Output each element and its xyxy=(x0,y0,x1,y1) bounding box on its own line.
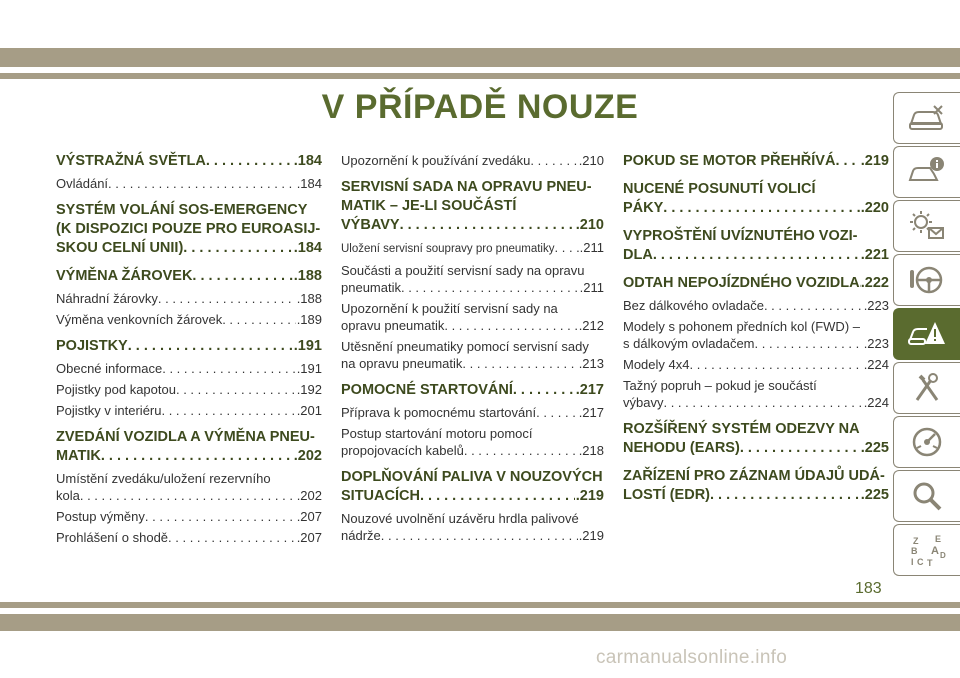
toc-line xyxy=(623,297,889,314)
toc-heading[interactable] xyxy=(623,467,889,505)
toc-page-number: .188 xyxy=(296,291,322,306)
toc-page-number: .202 xyxy=(293,448,322,464)
toc-line xyxy=(56,152,322,171)
toc-line xyxy=(623,152,889,171)
toc-entry-title: Utěsnění pneumatiky pomocí servisní sady xyxy=(341,339,589,354)
toc-page-number: .202 xyxy=(296,488,322,503)
toc-line xyxy=(56,267,322,286)
tab-light-message[interactable] xyxy=(893,200,960,252)
dot-leader xyxy=(158,290,296,307)
toc-page-number: .191 xyxy=(293,338,322,354)
tab-letter: T xyxy=(927,558,933,568)
magnifier-icon xyxy=(907,478,947,514)
toc-heading[interactable] xyxy=(623,152,889,171)
toc-page-number: .210 xyxy=(575,217,604,233)
dot-leader xyxy=(192,267,292,286)
toc-entry-title: Ovládání xyxy=(56,176,109,191)
dot-leader xyxy=(108,175,296,192)
toc-line xyxy=(56,508,322,525)
dot-leader xyxy=(689,356,862,373)
toc-entry-title: výbavy xyxy=(623,395,664,410)
toc-heading[interactable] xyxy=(56,152,322,171)
dot-leader xyxy=(101,447,293,466)
toc-page-number: .192 xyxy=(296,382,322,397)
toc-entry[interactable] xyxy=(623,356,889,373)
footer-band xyxy=(0,614,960,631)
toc-entry-title: SERVISNÍ SADA NA OPRAVU PNEU- xyxy=(341,179,592,195)
toc-entry[interactable] xyxy=(56,508,322,525)
toc-entry-title: SITUACÍCH xyxy=(341,488,420,504)
dot-leader xyxy=(400,216,575,235)
toc-entry-title: (K DISPOZICI POUZE PRO EUROASIJ- xyxy=(56,221,321,237)
dot-leader xyxy=(168,529,296,546)
toc-entry-title: MATIK – JE-LI SOUČÁSTÍ xyxy=(341,198,517,214)
toc-entry[interactable] xyxy=(341,510,604,544)
toc-line xyxy=(623,394,889,411)
toc-entry-title: VÝSTRAŽNÁ SVĚTLA xyxy=(56,153,206,169)
toc-entry-title: Modely s pohonem předních kol (FWD) – xyxy=(623,319,860,334)
toc-entry-title: ZAŘÍZENÍ PRO ZÁZNAM ÚDAJŮ UDÁ- xyxy=(623,468,885,484)
dot-leader xyxy=(206,152,293,171)
toc-line xyxy=(56,428,322,447)
toc-line xyxy=(341,216,604,235)
dot-leader xyxy=(555,239,579,256)
toc-page-number: .217 xyxy=(578,405,604,420)
toc-line xyxy=(56,447,322,466)
toc-entry-title: opravu pneumatik xyxy=(341,318,445,333)
toc-page-number: .188 xyxy=(293,268,322,284)
toc-entry-title: Upozornění k používání zvedáku xyxy=(341,153,531,168)
toc-page-number: .184 xyxy=(296,176,322,191)
toc-page-number: .207 xyxy=(296,509,322,524)
toc-line xyxy=(341,262,604,279)
section-tabs xyxy=(893,92,960,578)
toc-line xyxy=(341,510,604,527)
toc-page-number: .213 xyxy=(578,356,604,371)
toc-entry-title: VÝMĚNA ŽÁROVEK xyxy=(56,268,193,284)
dot-leader xyxy=(653,246,860,265)
toc-line xyxy=(341,527,604,544)
dot-leader xyxy=(663,199,859,218)
language-letters-icon xyxy=(907,532,947,568)
toc-page-number: .221 xyxy=(860,247,889,263)
toc-line xyxy=(341,279,604,296)
toc-entry[interactable] xyxy=(56,175,322,192)
toc-entry[interactable] xyxy=(341,152,604,169)
toc-line xyxy=(341,425,604,442)
toc-line xyxy=(341,381,604,400)
toc-line xyxy=(623,420,889,439)
toc-heading[interactable] xyxy=(56,428,322,466)
toc-line xyxy=(623,180,889,199)
tab-letter: D xyxy=(940,551,946,560)
toc-entry-title: SYSTÉM VOLÁNÍ SOS-EMERGENCY xyxy=(56,202,308,218)
toc-column-2 xyxy=(341,152,604,544)
toc-entry[interactable] xyxy=(623,297,889,314)
toc-entry[interactable] xyxy=(56,360,322,377)
toc-entry-title: Pojistky v interiéru xyxy=(56,403,162,418)
toc-line xyxy=(56,311,322,328)
header-band-top xyxy=(0,48,960,67)
toc-page-number: .201 xyxy=(296,403,322,418)
toc-entry-title: NUCENÉ POSUNUTÍ VOLICÍ xyxy=(623,181,816,197)
toc-entry[interactable] xyxy=(56,311,322,328)
toc-line xyxy=(623,335,889,352)
toc-page-number: .217 xyxy=(575,382,604,398)
tab-letter: C xyxy=(917,557,924,567)
toc-line xyxy=(623,274,889,293)
toc-page-number: .225 xyxy=(860,440,889,456)
toc-entry[interactable] xyxy=(341,262,604,296)
toc-line xyxy=(56,402,322,419)
toc-entry-title: VÝBAVY xyxy=(341,217,400,233)
tab-letter: E xyxy=(935,534,942,544)
dot-leader xyxy=(710,486,860,505)
toc-heading[interactable] xyxy=(56,267,322,286)
tab-gauge[interactable] xyxy=(893,416,960,468)
dot-leader xyxy=(513,381,575,400)
toc-page-number: .224 xyxy=(863,395,889,410)
toc-entry-title: Upozornění k použití servisní sady na xyxy=(341,301,558,316)
toc-line xyxy=(341,442,604,459)
dot-leader xyxy=(183,239,292,258)
toc-line xyxy=(341,317,604,334)
toc-page-number: .224 xyxy=(863,357,889,372)
toc-entry-title: SKOU CELNÍ UNII) xyxy=(56,240,184,256)
toc-entry-title: Umístění zvedáku/uložení rezervního xyxy=(56,471,271,486)
tab-emergency[interactable] xyxy=(893,308,960,360)
toc-entry-title: Modely 4x4 xyxy=(623,357,690,372)
toc-entry-title: PÁKY xyxy=(623,200,664,216)
emergency-triangle-icon xyxy=(907,316,947,352)
toc-entry-title: VYPROŠTĚNÍ UVÍZNUTÉHO VOZI- xyxy=(623,228,858,244)
toc-line xyxy=(341,404,604,421)
toc-entry[interactable] xyxy=(56,290,322,307)
toc-entry-title: NEHODU (EARS) xyxy=(623,440,740,456)
toc-line xyxy=(623,199,889,218)
toc-entry-title: Uložení servisní soupravy pro pneumatiky xyxy=(341,243,555,255)
toc-entry-title: Postup startování motoru pomocí xyxy=(341,426,533,441)
tab-car-check[interactable] xyxy=(893,92,960,144)
toc-heading[interactable] xyxy=(623,420,889,458)
dot-leader xyxy=(80,487,296,504)
dot-leader xyxy=(464,442,578,459)
light-message-icon xyxy=(907,208,947,244)
dot-leader xyxy=(162,360,295,377)
wrench-screwdriver-icon xyxy=(907,370,947,406)
toc-page-number: .211 xyxy=(579,240,604,255)
toc-heading[interactable] xyxy=(623,227,889,265)
toc-page-number: .218 xyxy=(578,443,604,458)
dot-leader xyxy=(145,508,296,525)
toc-entry[interactable] xyxy=(56,470,322,504)
toc-page-number: .191 xyxy=(296,361,322,376)
toc-heading[interactable] xyxy=(623,180,889,218)
toc-line xyxy=(341,355,604,372)
toc-column-3 xyxy=(623,152,889,505)
toc-entry[interactable] xyxy=(341,425,604,459)
dot-leader xyxy=(835,152,859,171)
dot-leader xyxy=(176,381,296,398)
tab-letter: B xyxy=(911,546,918,556)
toc-page-number: .207 xyxy=(296,530,322,545)
toc-page-number: .219 xyxy=(860,153,889,169)
toc-page-number: .220 xyxy=(860,200,889,216)
toc-entry-title: POKUD SE MOTOR PŘEHŘÍVÁ xyxy=(623,153,836,169)
toc-entry-title: Prohlášení o shodě xyxy=(56,530,169,545)
dot-leader xyxy=(161,402,295,419)
toc-line xyxy=(341,152,604,169)
toc-line xyxy=(341,300,604,317)
toc-page-number: .222 xyxy=(860,275,889,291)
toc-entry-title: Obecné informace xyxy=(56,361,163,376)
toc-line xyxy=(341,239,604,258)
header-band-thin xyxy=(0,73,960,79)
toc-page-number: .223 xyxy=(863,298,889,313)
dot-leader xyxy=(755,335,863,352)
toc-heading[interactable] xyxy=(56,337,322,356)
toc-entry-title: pneumatik xyxy=(341,280,401,295)
dot-leader xyxy=(530,152,577,169)
toc-page-number: .212 xyxy=(578,318,604,333)
toc-line xyxy=(623,486,889,505)
toc-entry-title: POMOCNÉ STARTOVÁNÍ xyxy=(341,382,513,398)
toc-line xyxy=(56,239,322,258)
toc-line xyxy=(56,175,322,192)
toc-entry-title: LOSTÍ (EDR) xyxy=(623,487,710,503)
toc-entry[interactable] xyxy=(56,381,322,398)
toc-line xyxy=(56,201,322,220)
toc-page-number: .184 xyxy=(293,153,322,169)
toc-line xyxy=(56,220,322,239)
dot-leader xyxy=(222,311,295,328)
toc-page-number: .210 xyxy=(578,153,604,168)
toc-entry-title: s dálkovým ovladačem xyxy=(623,336,755,351)
toc-line xyxy=(341,338,604,355)
tab-steering-wheel[interactable] xyxy=(893,254,960,306)
toc-entry-title: ODTAH NEPOJÍZDNÉHO VOZIDLA xyxy=(623,275,860,291)
dot-leader xyxy=(381,527,578,544)
toc-page-number: .211 xyxy=(579,280,604,295)
steering-wheel-icon xyxy=(907,262,947,298)
dot-leader xyxy=(420,487,575,506)
toc-entry-title: Pojistky pod kapotou xyxy=(56,382,176,397)
toc-line xyxy=(341,197,604,216)
toc-entry-title: Bez dálkového ovladače xyxy=(623,298,764,313)
toc-entry-title: propojovacích kabelů xyxy=(341,443,464,458)
toc-heading[interactable] xyxy=(623,274,889,293)
dot-leader xyxy=(444,317,577,334)
dot-leader xyxy=(462,355,577,372)
toc-entry-title: Výměna venkovních žárovek xyxy=(56,312,223,327)
toc-page-number: .219 xyxy=(578,528,604,543)
tab-letter: A xyxy=(931,545,939,557)
toc-entry-title: Nouzové uvolnění uzávěru hrdla palivové xyxy=(341,511,579,526)
toc-line xyxy=(623,246,889,265)
toc-line xyxy=(56,529,322,546)
toc-heading[interactable] xyxy=(341,468,604,506)
toc-line xyxy=(623,439,889,458)
toc-line xyxy=(56,381,322,398)
toc-entry-title: kola xyxy=(56,488,80,503)
toc-heading[interactable] xyxy=(341,178,604,235)
tab-search[interactable] xyxy=(893,470,960,522)
toc-entry-title: Tažný popruh – pokud je součástí xyxy=(623,378,817,393)
toc-entry-title: Součásti a použití servisní sady na opravu xyxy=(341,263,585,278)
toc-entry-title: ROZŠÍŘENÝ SYSTÉM ODEZVY NA xyxy=(623,421,860,437)
tab-letter: Z xyxy=(913,536,919,546)
toc-entry[interactable] xyxy=(56,529,322,546)
toc-heading[interactable] xyxy=(341,381,604,400)
toc-line xyxy=(623,227,889,246)
toc-entry-title: POJISTKY xyxy=(56,338,128,354)
dot-leader xyxy=(401,279,579,296)
dot-leader xyxy=(536,404,578,421)
toc-entry-title: Postup výměny xyxy=(56,509,145,524)
dot-leader xyxy=(740,439,860,458)
toc-entry-title: MATIK xyxy=(56,448,101,464)
toc-line xyxy=(341,468,604,487)
toc-line xyxy=(341,178,604,197)
tab-maintenance[interactable] xyxy=(893,362,960,414)
toc-entry[interactable] xyxy=(341,300,604,334)
toc-line xyxy=(56,470,322,487)
toc-line xyxy=(56,290,322,307)
footer-band-thin xyxy=(0,602,960,608)
toc-line xyxy=(56,487,322,504)
toc-page-number: .223 xyxy=(863,336,889,351)
toc-entry[interactable] xyxy=(56,402,322,419)
toc-line xyxy=(623,467,889,486)
dot-leader xyxy=(764,297,863,314)
toc-page-number: .219 xyxy=(575,488,604,504)
toc-entry[interactable] xyxy=(623,377,889,411)
toc-entry-title: Příprava k pomocnému startování xyxy=(341,405,537,420)
toc-entry[interactable] xyxy=(623,318,889,352)
toc-line xyxy=(623,318,889,335)
page-title: V PŘÍPADĚ NOUZE xyxy=(321,88,639,126)
toc-line xyxy=(623,356,889,373)
toc-entry-title: ZVEDÁNÍ VOZIDLA A VÝMĚNA PNEU- xyxy=(56,429,315,445)
car-check-icon xyxy=(907,100,947,136)
tab-languages[interactable] xyxy=(893,524,960,576)
toc-line xyxy=(341,487,604,506)
toc-column-1 xyxy=(56,152,322,546)
toc-entry[interactable] xyxy=(341,239,604,258)
car-info-icon xyxy=(907,154,947,190)
toc-entry[interactable] xyxy=(341,338,604,372)
page-number: 183 xyxy=(855,580,882,597)
toc-line xyxy=(56,360,322,377)
watermark: carmanualsonline.info xyxy=(596,647,788,668)
toc-page-number: .184 xyxy=(293,240,322,256)
tab-car-info[interactable] xyxy=(893,146,960,198)
toc-entry-title: nádrže xyxy=(341,528,381,543)
toc-entry-title: DLA xyxy=(623,247,653,263)
dot-leader xyxy=(128,337,293,356)
toc-page-number: .189 xyxy=(296,312,322,327)
toc-page-number: .225 xyxy=(860,487,889,503)
dot-leader xyxy=(663,394,862,411)
tab-letter: I xyxy=(911,557,914,567)
toc-heading[interactable] xyxy=(56,201,322,258)
toc-entry-title: DOPLŇOVÁNÍ PALIVA V NOUZOVÝCH xyxy=(341,469,603,485)
toc-entry-title: na opravu pneumatik xyxy=(341,356,463,371)
toc-entry[interactable] xyxy=(341,404,604,421)
gauge-icon xyxy=(907,424,947,460)
toc-entry-title: Náhradní žárovky xyxy=(56,291,158,306)
toc-line xyxy=(623,377,889,394)
toc-line xyxy=(56,337,322,356)
